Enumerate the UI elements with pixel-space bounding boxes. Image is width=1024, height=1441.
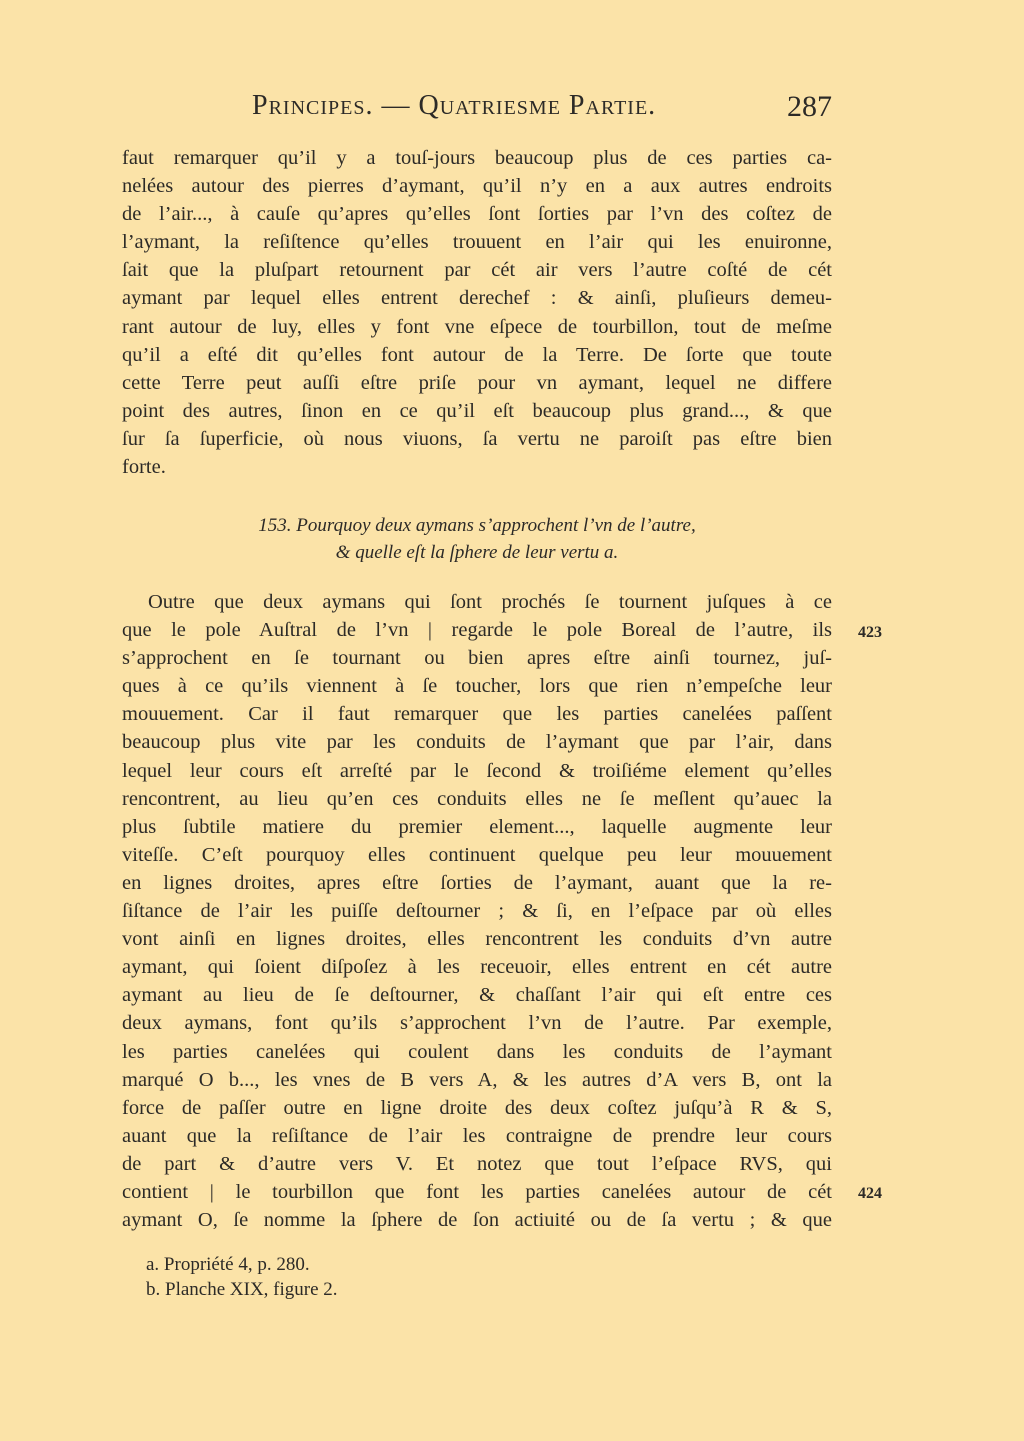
text-line: contient | le tourbillon que font les parties canelées autour de cét [122, 1180, 832, 1203]
text-line: rencontrent, au lieu qu’en ces conduits elles ne ſe meſlent qu’auec la [122, 787, 832, 810]
footnote-a: a. Propriété 4, p. 280. [146, 1254, 310, 1275]
text-line: ſiſtance de l’air les puiſſe deſtourner ; & ſi, en l’eſpace par où elles [122, 900, 832, 923]
text-line: que le pole Auſtral de l’vn | regarde le pole Boreal de l’autre, ils [122, 619, 832, 642]
text-line: faut remarquer qu’il y a touſ-jours beaucoup plus de ces parties ca- [122, 147, 832, 169]
section-heading [122, 512, 832, 566]
text-line: beaucoup plus vite par les conduits de l’aymant que par l’air, dans [122, 731, 832, 754]
section-heading-line-2: & quelle eſt la ſphere de leur vertu a. [335, 542, 619, 563]
text-line: mouuement. Car il faut remarquer que les parties canelées paſſent [122, 703, 832, 726]
text-line: de part & d’autre vers V. Et notez que tout l’eſpace RVS, qui [122, 1152, 832, 1175]
text-line: auant que la reſiſtance de l’air les contraigne de prendre leur cours [122, 1124, 832, 1147]
text-line: ſait que la pluſpart retournent par cét air vers l’autre coſté de cét [122, 259, 832, 282]
footnote-b: b. Planche XIX, figure 2. [146, 1279, 338, 1300]
margin-page-ref: 423 [858, 624, 882, 641]
text-line: lequel leur cours eſt arreſté par le ſecond & troiſiéme element qu’elles [122, 759, 832, 782]
text-line: aymant O, ſe nomme la ſphere de ſon actiuité ou de ſa vertu ; & que [122, 1209, 832, 1232]
text-line: l’aymant, la reſiſtence qu’elles trouuent en l’air qui les enuironne, [122, 231, 832, 254]
page-number: 287 [787, 90, 832, 123]
text-line: s’approchent en ſe tournant ou bien apres eſtre ainſi tournez, juſ- [122, 647, 832, 670]
text-line: marqué O b..., les vnes de B vers A, & les autres d’A vers B, ont la [122, 1068, 832, 1091]
text-line: cette Terre peut auſſi eſtre priſe pour vn aymant, lequel ne differe [122, 371, 832, 394]
paragraph-2 [122, 588, 832, 1234]
text-line: ſur ſa ſuperficie, où nous viuons, ſa vertu ne paroiſt pas eſtre bien [122, 427, 832, 450]
text-line: rant autour de luy, elles y font vne eſpece de tourbillon, tout de meſme [122, 315, 832, 338]
text-line: en lignes droites, apres eſtre ſorties de l’aymant, auant que la re- [122, 871, 832, 894]
footnotes [146, 1252, 746, 1302]
text-line: ques à ce qu’ils viennent à ſe toucher, lors que rien n’empeſche leur [122, 675, 832, 698]
paragraph-1 [122, 144, 832, 481]
text-line: deux aymans, font qu’ils s’approchent l’vn de l’autre. Par exemple, [122, 1012, 832, 1035]
text-line: plus ſubtile matiere du premier element..., laquelle augmente leur [122, 815, 832, 838]
text-line: nelées autour des pierres d’aymant, qu’il n’y en a aux autres endroits [122, 175, 832, 198]
text-line: aymant par lequel elles entrent derechef : & ainſi, pluſieurs demeu- [122, 287, 832, 310]
running-title: Principes. — Quatriesme Partie. [252, 90, 657, 121]
text-line: viteſſe. C’eſt pourquoy elles continuent quelque peu leur mouuement [122, 843, 832, 866]
text-line: de l’air..., à cauſe qu’apres qu’elles ſont ſorties par l’vn des coſtez de [122, 203, 832, 226]
section-heading-line-1: 153. Pourquoy deux aymans s’approchent l’vn de l’autre, [258, 515, 696, 536]
text-line: aymant, qui ſoient diſpoſez à les receuoir, elles entrent en cét autre [122, 956, 832, 979]
text-line: Outre que deux aymans qui ſont prochés ſe tournent juſques à ce [148, 591, 832, 613]
margin-page-ref: 424 [858, 1185, 882, 1202]
text-line: forte. [122, 456, 166, 479]
text-line: aymant au lieu de ſe deſtourner, & chaſſant l’air qui eſt entre ces [122, 984, 832, 1007]
text-line: les parties canelées qui coulent dans les conduits de l’aymant [122, 1040, 832, 1063]
text-line: vont ainſi en lignes droites, elles rencontrent les conduits d’vn autre [122, 928, 832, 951]
running-header [122, 90, 832, 130]
text-line: point des autres, ſinon en ce qu’il eſt beaucoup plus grand..., & que [122, 399, 832, 422]
text-line: qu’il a eſté dit qu’elles font autour de la Terre. De ſorte que toute [122, 343, 832, 366]
text-line: force de paſſer outre en ligne droite des deux coſtez juſqu’à R & S, [122, 1096, 832, 1119]
